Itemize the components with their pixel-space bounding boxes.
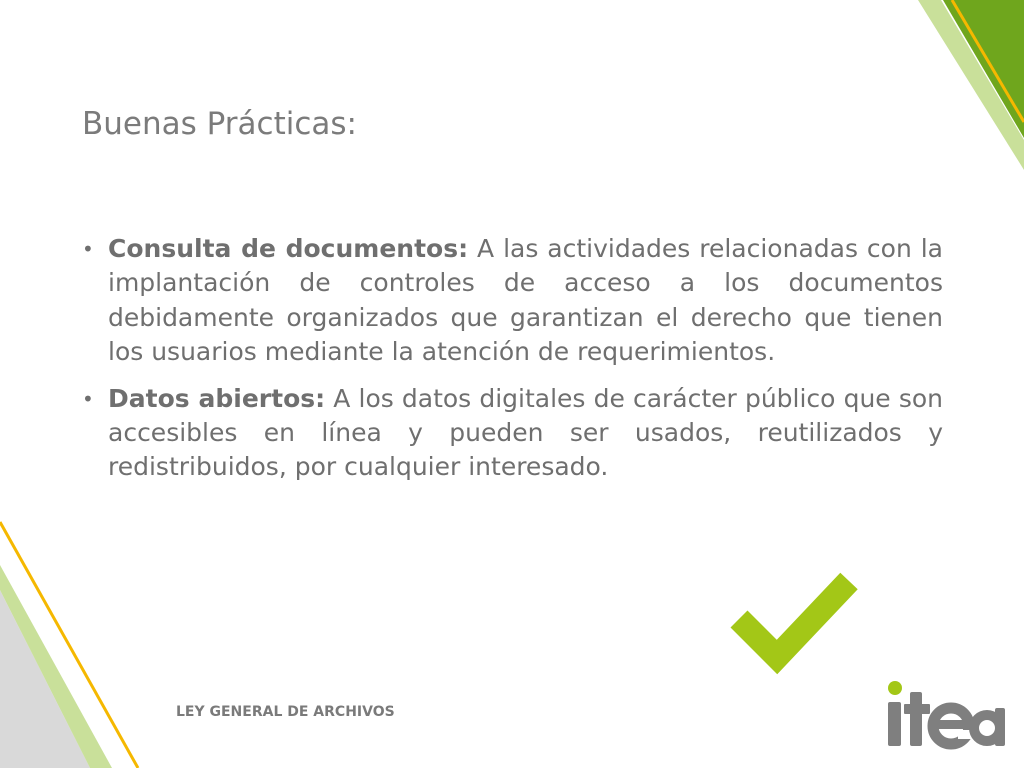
checkmark-icon — [725, 563, 865, 679]
bullet-term: Datos abiertos: — [108, 383, 326, 413]
slide-title: Buenas Prácticas: — [82, 106, 357, 142]
top-right-green-band — [943, 0, 1024, 138]
bullet-list — [82, 232, 943, 497]
bullet-marker: • — [82, 237, 94, 261]
bullet-text: A los datos digitales de carácter público que son accesibles en línea y pueden ser usados, reutilizados y redistribuidos, por cualquier interesado. — [108, 383, 943, 482]
bullet-term: Consulta de documentos: — [108, 234, 469, 263]
bullet-item-consulta — [82, 232, 943, 370]
itea-logo — [884, 678, 1006, 750]
bullet-marker: • — [82, 386, 94, 411]
footer-label: LEY GENERAL DE ARCHIVOS — [176, 704, 395, 720]
bullet-item-datos-abiertos — [82, 382, 943, 485]
bullet-text: A las actividades relacionadas con la implantación de controles de acceso a los documentos debidamente organizados que garantizan el derecho que tienen los usuarios mediante la atención de requerimientos. — [108, 234, 943, 367]
